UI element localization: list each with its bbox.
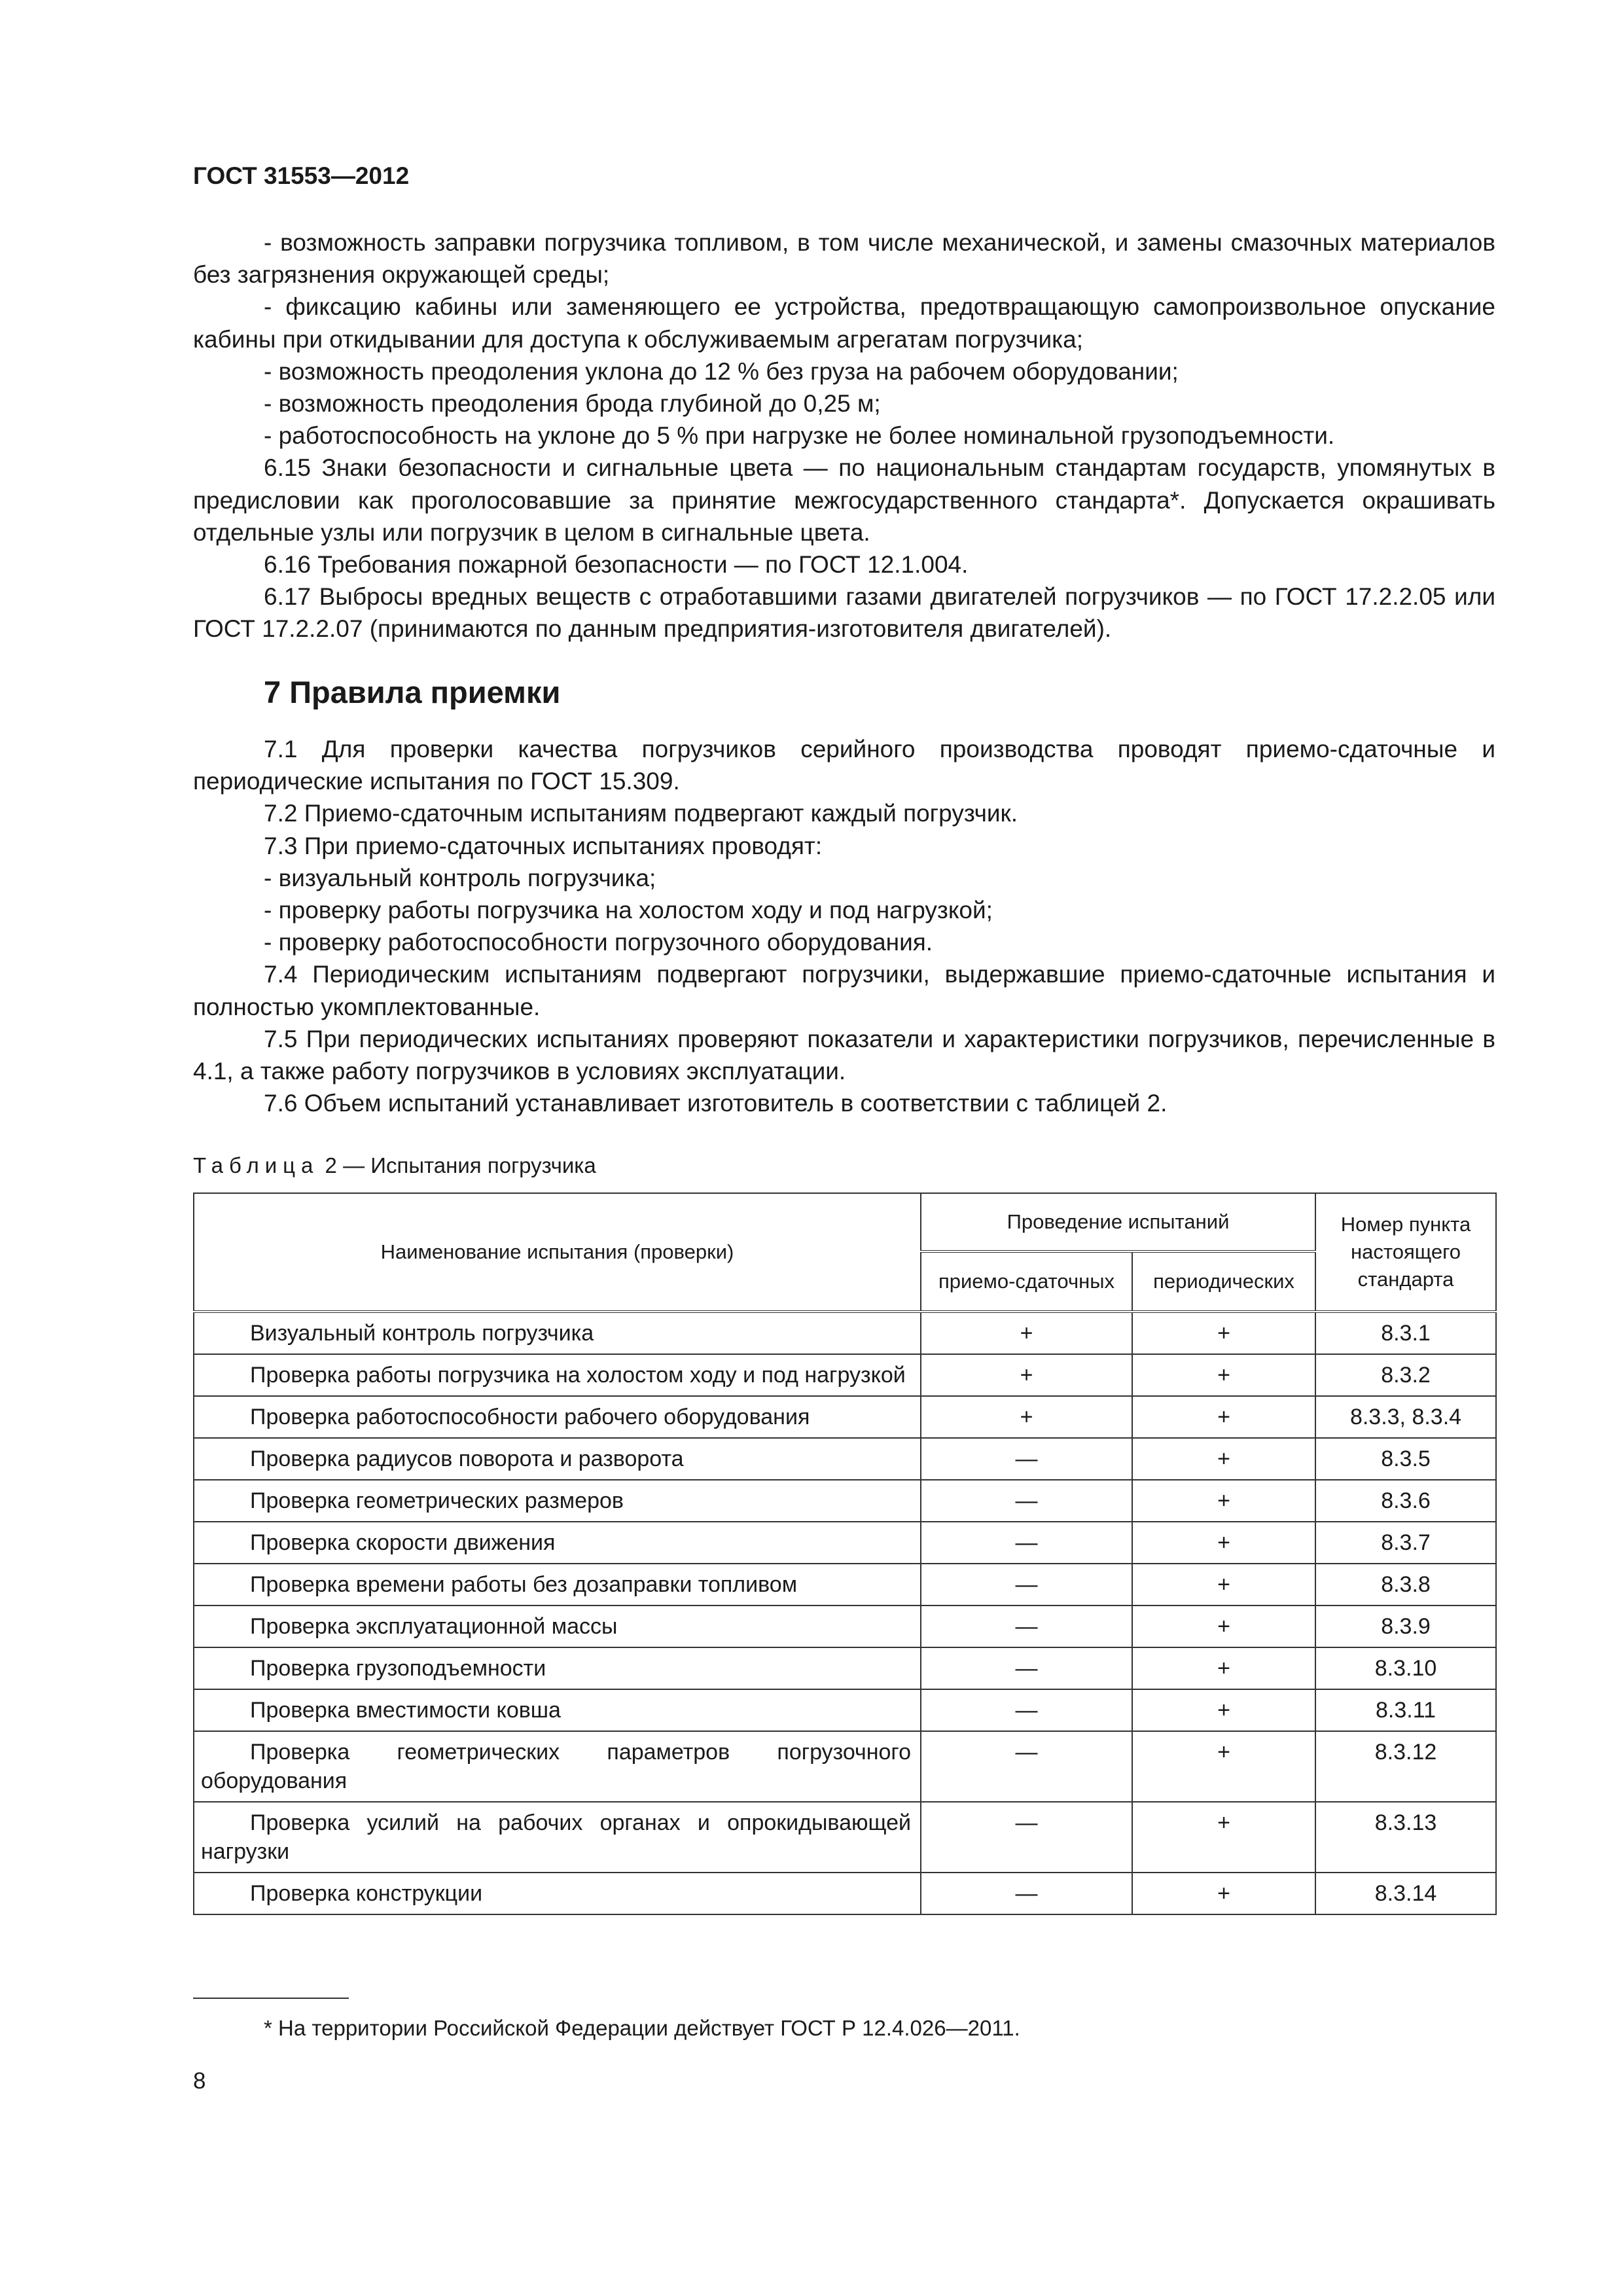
paragraph: 7.5 При периодических испытаниях проверяют показатели и характеристики погрузчиков, перечисленные в 4.1, а также работу погрузчиков в условиях эксплуатации. <box>193 1025 1495 1085</box>
cell-acceptance: — <box>921 1873 1132 1914</box>
table-row <box>194 1480 1496 1522</box>
cell-clause: 8.3.10 <box>1315 1647 1496 1689</box>
cell-periodic: + <box>1132 1873 1315 1914</box>
cell-clause: 8.3.6 <box>1315 1480 1496 1522</box>
cell-clause: 8.3.3, 8.3.4 <box>1315 1396 1496 1438</box>
paragraph: 7.2 Приемо-сдаточным испытаниям подвергают каждый погрузчик. <box>264 800 1018 827</box>
table-caption-title: 2 — Испытания погрузчика <box>319 1153 596 1177</box>
paragraph: 7.3 При приемо-сдаточных испытаниях проводят: <box>264 832 823 859</box>
cell-name <box>194 1689 921 1731</box>
cell-periodic: + <box>1132 1564 1315 1605</box>
cell-clause: 8.3.8 <box>1315 1564 1496 1605</box>
cell-clause: 8.3.5 <box>1315 1438 1496 1480</box>
cell-name <box>194 1873 921 1914</box>
cell-name <box>194 1605 921 1647</box>
cell-periodic: + <box>1132 1522 1315 1564</box>
cell-acceptance: + <box>921 1396 1132 1438</box>
cell-periodic: + <box>1132 1605 1315 1647</box>
cell-name-text: Проверка грузоподъемности <box>250 1656 546 1681</box>
paragraph: 7.1 Для проверки качества погрузчиков серийного производства проводят приемо-сдаточные и периодические испытания по ГОСТ 15.309. <box>193 736 1495 795</box>
paragraph: 6.16 Требования пожарной безопасности — по ГОСТ 12.1.004. <box>264 551 969 579</box>
cell-name <box>194 1438 921 1480</box>
cell-periodic: + <box>1132 1731 1315 1802</box>
list-item: - проверку работы погрузчика на холостом ходу и под нагрузкой; <box>264 897 993 924</box>
cell-name-text: Проверка работы погрузчика на холостом ходу и под нагрузкой <box>250 1363 906 1388</box>
cell-clause: 8.3.2 <box>1315 1354 1496 1396</box>
column-header-clause: Номер пункта настоящего стандарта <box>1315 1193 1496 1312</box>
cell-periodic: + <box>1132 1689 1315 1731</box>
tests-table <box>193 1193 1497 1915</box>
cell-clause: 8.3.13 <box>1315 1802 1496 1873</box>
cell-name-text: Проверка конструкции <box>250 1881 483 1906</box>
table-caption-prefix: Таблица <box>193 1153 319 1177</box>
cell-clause: 8.3.11 <box>1315 1689 1496 1731</box>
cell-name <box>194 1802 921 1873</box>
cell-name <box>194 1480 921 1522</box>
cell-clause: 8.3.7 <box>1315 1522 1496 1564</box>
table-row <box>194 1312 1496 1354</box>
section-7-text <box>193 733 1495 1119</box>
cell-name <box>194 1522 921 1564</box>
cell-name-text: Проверка скорости движения <box>250 1530 556 1555</box>
table-row <box>194 1605 1496 1647</box>
cell-acceptance: — <box>921 1689 1132 1731</box>
cell-acceptance: + <box>921 1354 1132 1396</box>
table-row <box>194 1689 1496 1731</box>
cell-periodic: + <box>1132 1480 1315 1522</box>
table-row <box>194 1873 1496 1914</box>
cell-periodic: + <box>1132 1396 1315 1438</box>
cell-clause: 8.3.12 <box>1315 1731 1496 1802</box>
cell-acceptance: — <box>921 1522 1132 1564</box>
table-caption <box>193 1153 596 1178</box>
cell-name-text: Проверка времени работы без дозаправки топливом <box>250 1572 798 1597</box>
cell-acceptance: — <box>921 1605 1132 1647</box>
column-header-name: Наименование испытания (проверки) <box>194 1193 921 1312</box>
cell-acceptance: — <box>921 1480 1132 1522</box>
cell-periodic: + <box>1132 1438 1315 1480</box>
cell-periodic: + <box>1132 1312 1315 1354</box>
cell-clause: 8.3.1 <box>1315 1312 1496 1354</box>
table-row <box>194 1522 1496 1564</box>
paragraph: 7.4 Периодическим испытаниям подвергают погрузчики, выдержавшие приемо-сдаточные испытания и полностью укомплектованные. <box>193 961 1495 1020</box>
footnote-divider <box>193 1998 349 1999</box>
column-header-tests: Проведение испытаний <box>921 1193 1315 1251</box>
list-item: - визуальный контроль погрузчика; <box>264 864 656 891</box>
table-row <box>194 1396 1496 1438</box>
list-item: - возможность преодоления уклона до 12 % без груза на рабочем оборудовании; <box>264 357 1179 385</box>
table-row <box>194 1731 1496 1802</box>
cell-acceptance: — <box>921 1802 1132 1873</box>
column-header-acceptance: приемо-сдаточных <box>921 1251 1132 1312</box>
footnote: * На территории Российской Федерации действует ГОСТ Р 12.4.026—2011. <box>264 2016 1020 2040</box>
cell-name-text: Проверка работоспособности рабочего оборудования <box>250 1405 810 1429</box>
list-item: - проверку работоспособности погрузочного оборудования. <box>264 929 933 956</box>
cell-acceptance: — <box>921 1647 1132 1689</box>
cell-name-text: Проверка геометрических параметров погрузочного оборудования <box>201 1740 911 1793</box>
cell-periodic: + <box>1132 1647 1315 1689</box>
cell-name <box>194 1396 921 1438</box>
table-row <box>194 1564 1496 1605</box>
page-number: 8 <box>193 2068 206 2094</box>
cell-acceptance: + <box>921 1312 1132 1354</box>
cell-name <box>194 1354 921 1396</box>
table-row <box>194 1647 1496 1689</box>
cell-name-text: Проверка эксплуатационной массы <box>250 1614 618 1639</box>
cell-name-text: Визуальный контроль погрузчика <box>250 1321 594 1346</box>
column-header-periodic: периодических <box>1132 1251 1315 1312</box>
cell-name-text: Проверка геометрических размеров <box>250 1488 624 1513</box>
paragraph: 6.15 Знаки безопасности и сигнальные цвета — по национальным стандартам государств, упомянутых в предисловии как проголосовавшие за принятие межгосударственного стандарта*. Допускается окрашивать отдельные узлы или погрузчик в целом в сигнальные цвета. <box>193 454 1495 546</box>
list-item: - возможность преодоления брода глубиной до 0,25 м; <box>264 390 881 418</box>
cell-clause: 8.3.14 <box>1315 1873 1496 1914</box>
section-6-text <box>193 226 1495 645</box>
cell-name <box>194 1647 921 1689</box>
table-row <box>194 1438 1496 1480</box>
cell-acceptance: — <box>921 1731 1132 1802</box>
table-row <box>194 1354 1496 1396</box>
document-header: ГОСТ 31553—2012 <box>193 162 410 189</box>
cell-clause: 8.3.9 <box>1315 1605 1496 1647</box>
cell-acceptance: — <box>921 1438 1132 1480</box>
cell-periodic: + <box>1132 1802 1315 1873</box>
cell-name-text: Проверка вместимости ковша <box>250 1698 561 1723</box>
list-item: - возможность заправки погрузчика топливом, в том числе механической, и замены смазочных материалов без загрязнения окружающей среды; <box>193 229 1495 289</box>
cell-name-text: Проверка усилий на рабочих органах и опрокидывающей нагрузки <box>201 1810 911 1864</box>
cell-name <box>194 1564 921 1605</box>
cell-name <box>194 1312 921 1354</box>
list-item: - фиксацию кабины или заменяющего ее устройства, предотвращающую самопроизвольное опускание кабины при откидывании для доступа к обслуживаемым агрегатам погрузчика; <box>193 293 1495 353</box>
cell-name <box>194 1731 921 1802</box>
list-item: - работоспособность на уклоне до 5 % при нагрузке не более номинальной грузоподъемности. <box>264 422 1335 450</box>
table-row <box>194 1802 1496 1873</box>
cell-periodic: + <box>1132 1354 1315 1396</box>
paragraph: 6.17 Выбросы вредных веществ с отработавшими газами двигателей погрузчиков — по ГОСТ 17.2.2.05 или ГОСТ 17.2.2.07 (принимаются по данным предприятия-изготовителя двигателей). <box>193 583 1495 643</box>
cell-acceptance: — <box>921 1564 1132 1605</box>
cell-name-text: Проверка радиусов поворота и разворота <box>250 1446 684 1471</box>
paragraph: 7.6 Объем испытаний устанавливает изготовитель в соответствии с таблицей 2. <box>264 1090 1168 1117</box>
section-7-title: 7 Правила приемки <box>264 675 561 709</box>
